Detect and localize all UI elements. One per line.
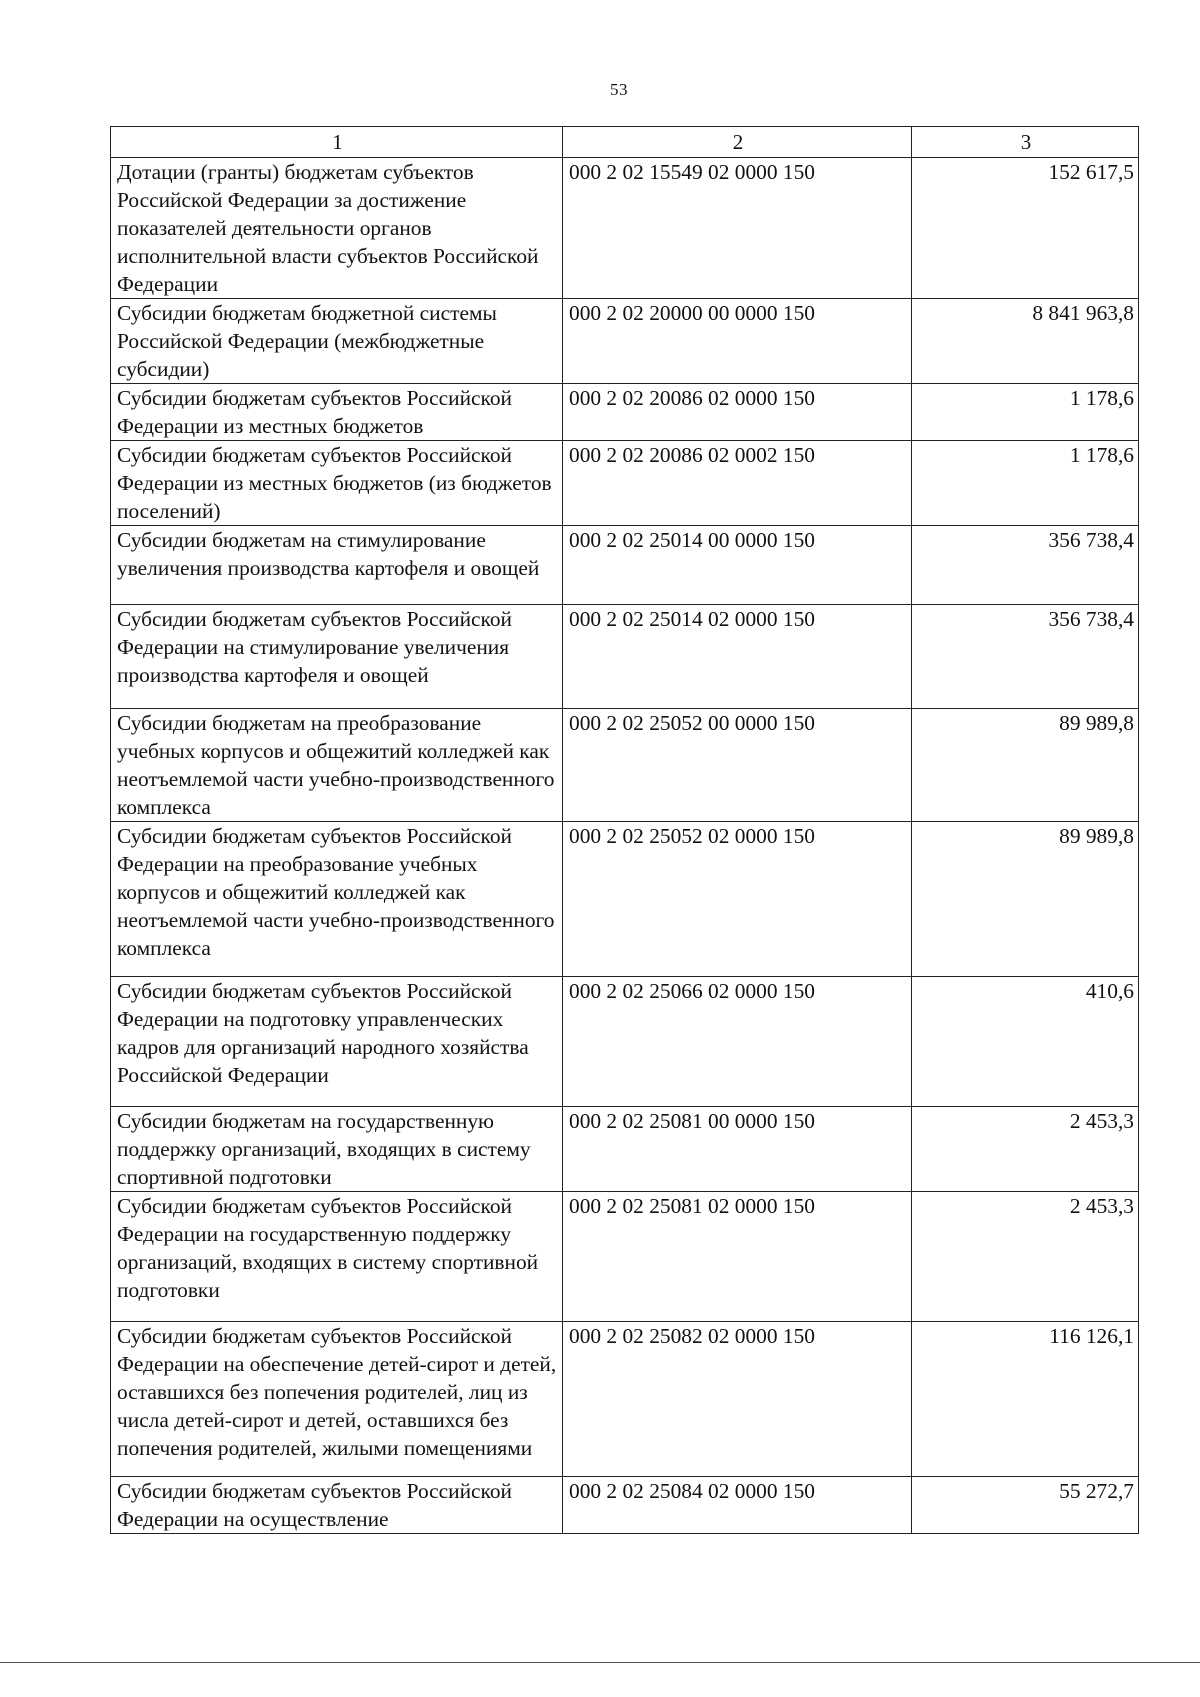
row-amount: 152 617,5 bbox=[912, 158, 1139, 299]
column-header-1: 1 bbox=[111, 127, 563, 158]
bottom-rule bbox=[0, 1662, 1200, 1663]
row-code: 000 2 02 20086 02 0000 150 bbox=[563, 384, 912, 441]
table-row bbox=[111, 1192, 1139, 1322]
row-amount: 356 738,4 bbox=[912, 526, 1139, 605]
row-amount: 1 178,6 bbox=[912, 384, 1139, 441]
row-description: Субсидии бюджетам субъектов Российской Федерации на обеспечение детей-сирот и детей, оставшихся без попечения родителей, лиц из числа детей-сирот и детей, оставшихся без попечения родителей, жилыми помещениями bbox=[111, 1322, 563, 1477]
row-code: 000 2 02 25052 00 0000 150 bbox=[563, 709, 912, 822]
row-description: Субсидии бюджетам субъектов Российской Федерации на государственную поддержку организаций, входящих в систему спортивной подготовки bbox=[111, 1192, 563, 1322]
row-code: 000 2 02 20000 00 0000 150 bbox=[563, 299, 912, 384]
row-code: 000 2 02 25082 02 0000 150 bbox=[563, 1322, 912, 1477]
row-code: 000 2 02 25066 02 0000 150 bbox=[563, 977, 912, 1107]
row-amount: 410,6 bbox=[912, 977, 1139, 1107]
row-code: 000 2 02 25081 00 0000 150 bbox=[563, 1107, 912, 1192]
table-row bbox=[111, 709, 1139, 822]
row-description: Субсидии бюджетам на государственную поддержку организаций, входящих в систему спортивной подготовки bbox=[111, 1107, 563, 1192]
table-row bbox=[111, 526, 1139, 605]
row-code: 000 2 02 25014 02 0000 150 bbox=[563, 605, 912, 709]
row-amount: 116 126,1 bbox=[912, 1322, 1139, 1477]
column-header-3: 3 bbox=[912, 127, 1139, 158]
table-row bbox=[111, 1322, 1139, 1477]
row-description: Субсидии бюджетам на преобразование учебных корпусов и общежитий колледжей как неотъемлемой части учебно-производственного комплекса bbox=[111, 709, 563, 822]
table-row bbox=[111, 441, 1139, 526]
column-header-2: 2 bbox=[563, 127, 912, 158]
row-description: Субсидии бюджетам субъектов Российской Федерации из местных бюджетов (из бюджетов поселений) bbox=[111, 441, 563, 526]
table-row bbox=[111, 1477, 1139, 1534]
table-row bbox=[111, 822, 1139, 977]
row-description: Субсидии бюджетам бюджетной системы Российской Федерации (межбюджетные субсидии) bbox=[111, 299, 563, 384]
row-code: 000 2 02 25081 02 0000 150 bbox=[563, 1192, 912, 1322]
row-description: Субсидии бюджетам субъектов Российской Федерации из местных бюджетов bbox=[111, 384, 563, 441]
table-body bbox=[111, 127, 1139, 1534]
row-amount: 2 453,3 bbox=[912, 1192, 1139, 1322]
row-description: Субсидии бюджетам субъектов Российской Федерации на подготовку управленческих кадров для организаций народного хозяйства Российской Федерации bbox=[111, 977, 563, 1107]
table-row bbox=[111, 977, 1139, 1107]
row-amount: 89 989,8 bbox=[912, 709, 1139, 822]
row-amount: 8 841 963,8 bbox=[912, 299, 1139, 384]
row-description: Дотации (гранты) бюджетам субъектов Российской Федерации за достижение показателей деятельности органов исполнительной власти субъектов Российской Федерации bbox=[111, 158, 563, 299]
row-description: Субсидии бюджетам субъектов Российской Федерации на преобразование учебных корпусов и общежитий колледжей как неотъемлемой части учебно-производственного комплекса bbox=[111, 822, 563, 977]
table-row bbox=[111, 605, 1139, 709]
table-row bbox=[111, 299, 1139, 384]
row-code: 000 2 02 15549 02 0000 150 bbox=[563, 158, 912, 299]
row-amount: 1 178,6 bbox=[912, 441, 1139, 526]
row-description: Субсидии бюджетам на стимулирование увеличения производства картофеля и овощей bbox=[111, 526, 563, 605]
row-code: 000 2 02 20086 02 0002 150 bbox=[563, 441, 912, 526]
budget-table bbox=[110, 126, 1139, 1534]
row-amount: 356 738,4 bbox=[912, 605, 1139, 709]
row-amount: 89 989,8 bbox=[912, 822, 1139, 977]
table-row bbox=[111, 158, 1139, 299]
table-row bbox=[111, 1107, 1139, 1192]
page-number: 53 bbox=[610, 80, 628, 99]
table-header-row bbox=[111, 127, 1139, 158]
row-description: Субсидии бюджетам субъектов Российской Федерации на осуществление bbox=[111, 1477, 563, 1534]
row-amount: 2 453,3 bbox=[912, 1107, 1139, 1192]
row-code: 000 2 02 25052 02 0000 150 bbox=[563, 822, 912, 977]
table-row bbox=[111, 384, 1139, 441]
row-code: 000 2 02 25014 00 0000 150 bbox=[563, 526, 912, 605]
row-code: 000 2 02 25084 02 0000 150 bbox=[563, 1477, 912, 1534]
row-description: Субсидии бюджетам субъектов Российской Федерации на стимулирование увеличения производства картофеля и овощей bbox=[111, 605, 563, 709]
row-amount: 55 272,7 bbox=[912, 1477, 1139, 1534]
